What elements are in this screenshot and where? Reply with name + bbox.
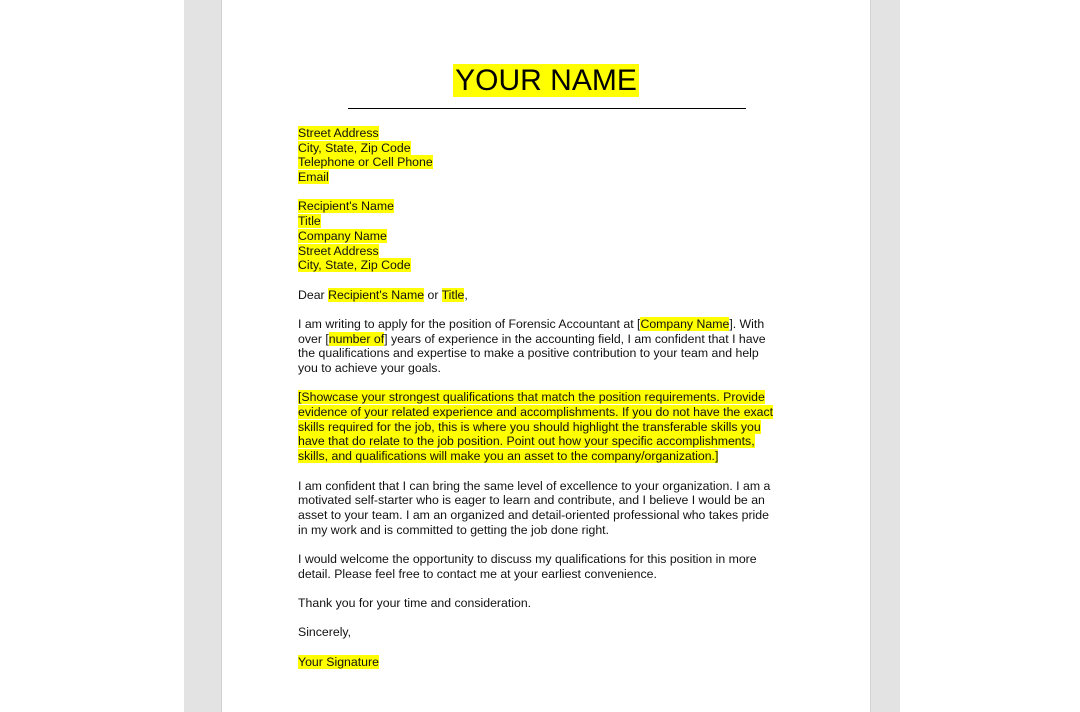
sender-phone: Telephone or Cell Phone <box>298 155 433 170</box>
salutation-prefix: Dear <box>298 287 329 302</box>
recipient-title: Title <box>298 214 321 229</box>
qualifications-line-5: skills, and qualifications will make you an asset to the company/organization.] <box>298 449 719 464</box>
header-name-wrap <box>222 64 870 98</box>
confidence-line-1: I am confident that I can bring the same level of excellence to your organization. I am a <box>298 478 771 493</box>
sender-street: Street Address <box>298 126 379 140</box>
recipient-block <box>298 199 798 272</box>
intro-line-3: the qualifications and expertise to make a positive contribution to your team and help <box>298 346 759 361</box>
applicant-name[interactable]: YOUR NAME <box>455 64 637 97</box>
paragraph-confidence <box>298 479 798 538</box>
confidence-line-3: asset to your team. I am an organized and detail-oriented professional who takes pride <box>298 507 769 522</box>
salutation-comma: , <box>464 287 468 302</box>
intro-line-1-end: ]. With <box>729 316 765 331</box>
salutation-or: or <box>424 287 442 302</box>
qualifications-line-4: have that do relate to the job position. Point out how your specific accomplishments, <box>298 434 755 449</box>
qualifications-line-1: [Showcase your strongest qualifications that match the position requirements. Provide <box>298 390 765 405</box>
intro-line-2-start: over [ <box>298 331 329 346</box>
recipient-street: Street Address <box>298 243 379 258</box>
sender-email: Email <box>298 170 329 185</box>
thanks-line: Thank you for your time and consideration. <box>298 596 532 610</box>
intro-line-4: you to achieve your goals. <box>298 361 441 375</box>
paragraph-qualifications <box>298 390 798 463</box>
header-divider-line <box>348 108 746 109</box>
recipient-city: City, State, Zip Code <box>298 258 411 273</box>
document-page <box>221 0 871 712</box>
confidence-line-4: in my work and is committed to getting the job done right. <box>298 522 609 537</box>
letter-body[interactable] <box>298 126 798 669</box>
paragraph-closing <box>298 552 798 581</box>
intro-line-1: I am writing to apply for the position of Forensic Accountant at [ <box>298 316 641 331</box>
recipient-company: Company Name <box>298 228 387 243</box>
salutation-name: Recipient's Name <box>328 287 425 302</box>
sender-block <box>298 126 798 185</box>
intro-company-name: Company Name <box>640 316 730 331</box>
intro-line-2: ] years of experience in the accounting field, I am confident that I have <box>384 331 766 346</box>
qualifications-line-3: skills required for the job, this is where you should highlight the transferable skills you <box>298 419 761 434</box>
sender-city: City, State, Zip Code <box>298 140 411 155</box>
signature-placeholder: Your Signature <box>298 654 379 669</box>
closing-line-2: detail. Please feel free to contact me at your earliest convenience. <box>298 566 657 581</box>
qualifications-line-2: evidence of your related experience and accomplishments. If you do not have the exact <box>298 405 774 420</box>
paragraph-intro <box>298 317 798 376</box>
confidence-line-2: motivated self-starter who is eager to learn and contribute, and I believe I would be an <box>298 493 765 508</box>
sign-off: Sincerely, <box>298 625 352 640</box>
intro-years: number of <box>328 331 385 346</box>
recipient-name: Recipient's Name <box>298 199 394 214</box>
salutation-title: Title <box>441 287 465 302</box>
closing-line-1: I would welcome the opportunity to discuss my qualifications for this position in more <box>298 551 757 566</box>
salutation <box>298 288 798 303</box>
